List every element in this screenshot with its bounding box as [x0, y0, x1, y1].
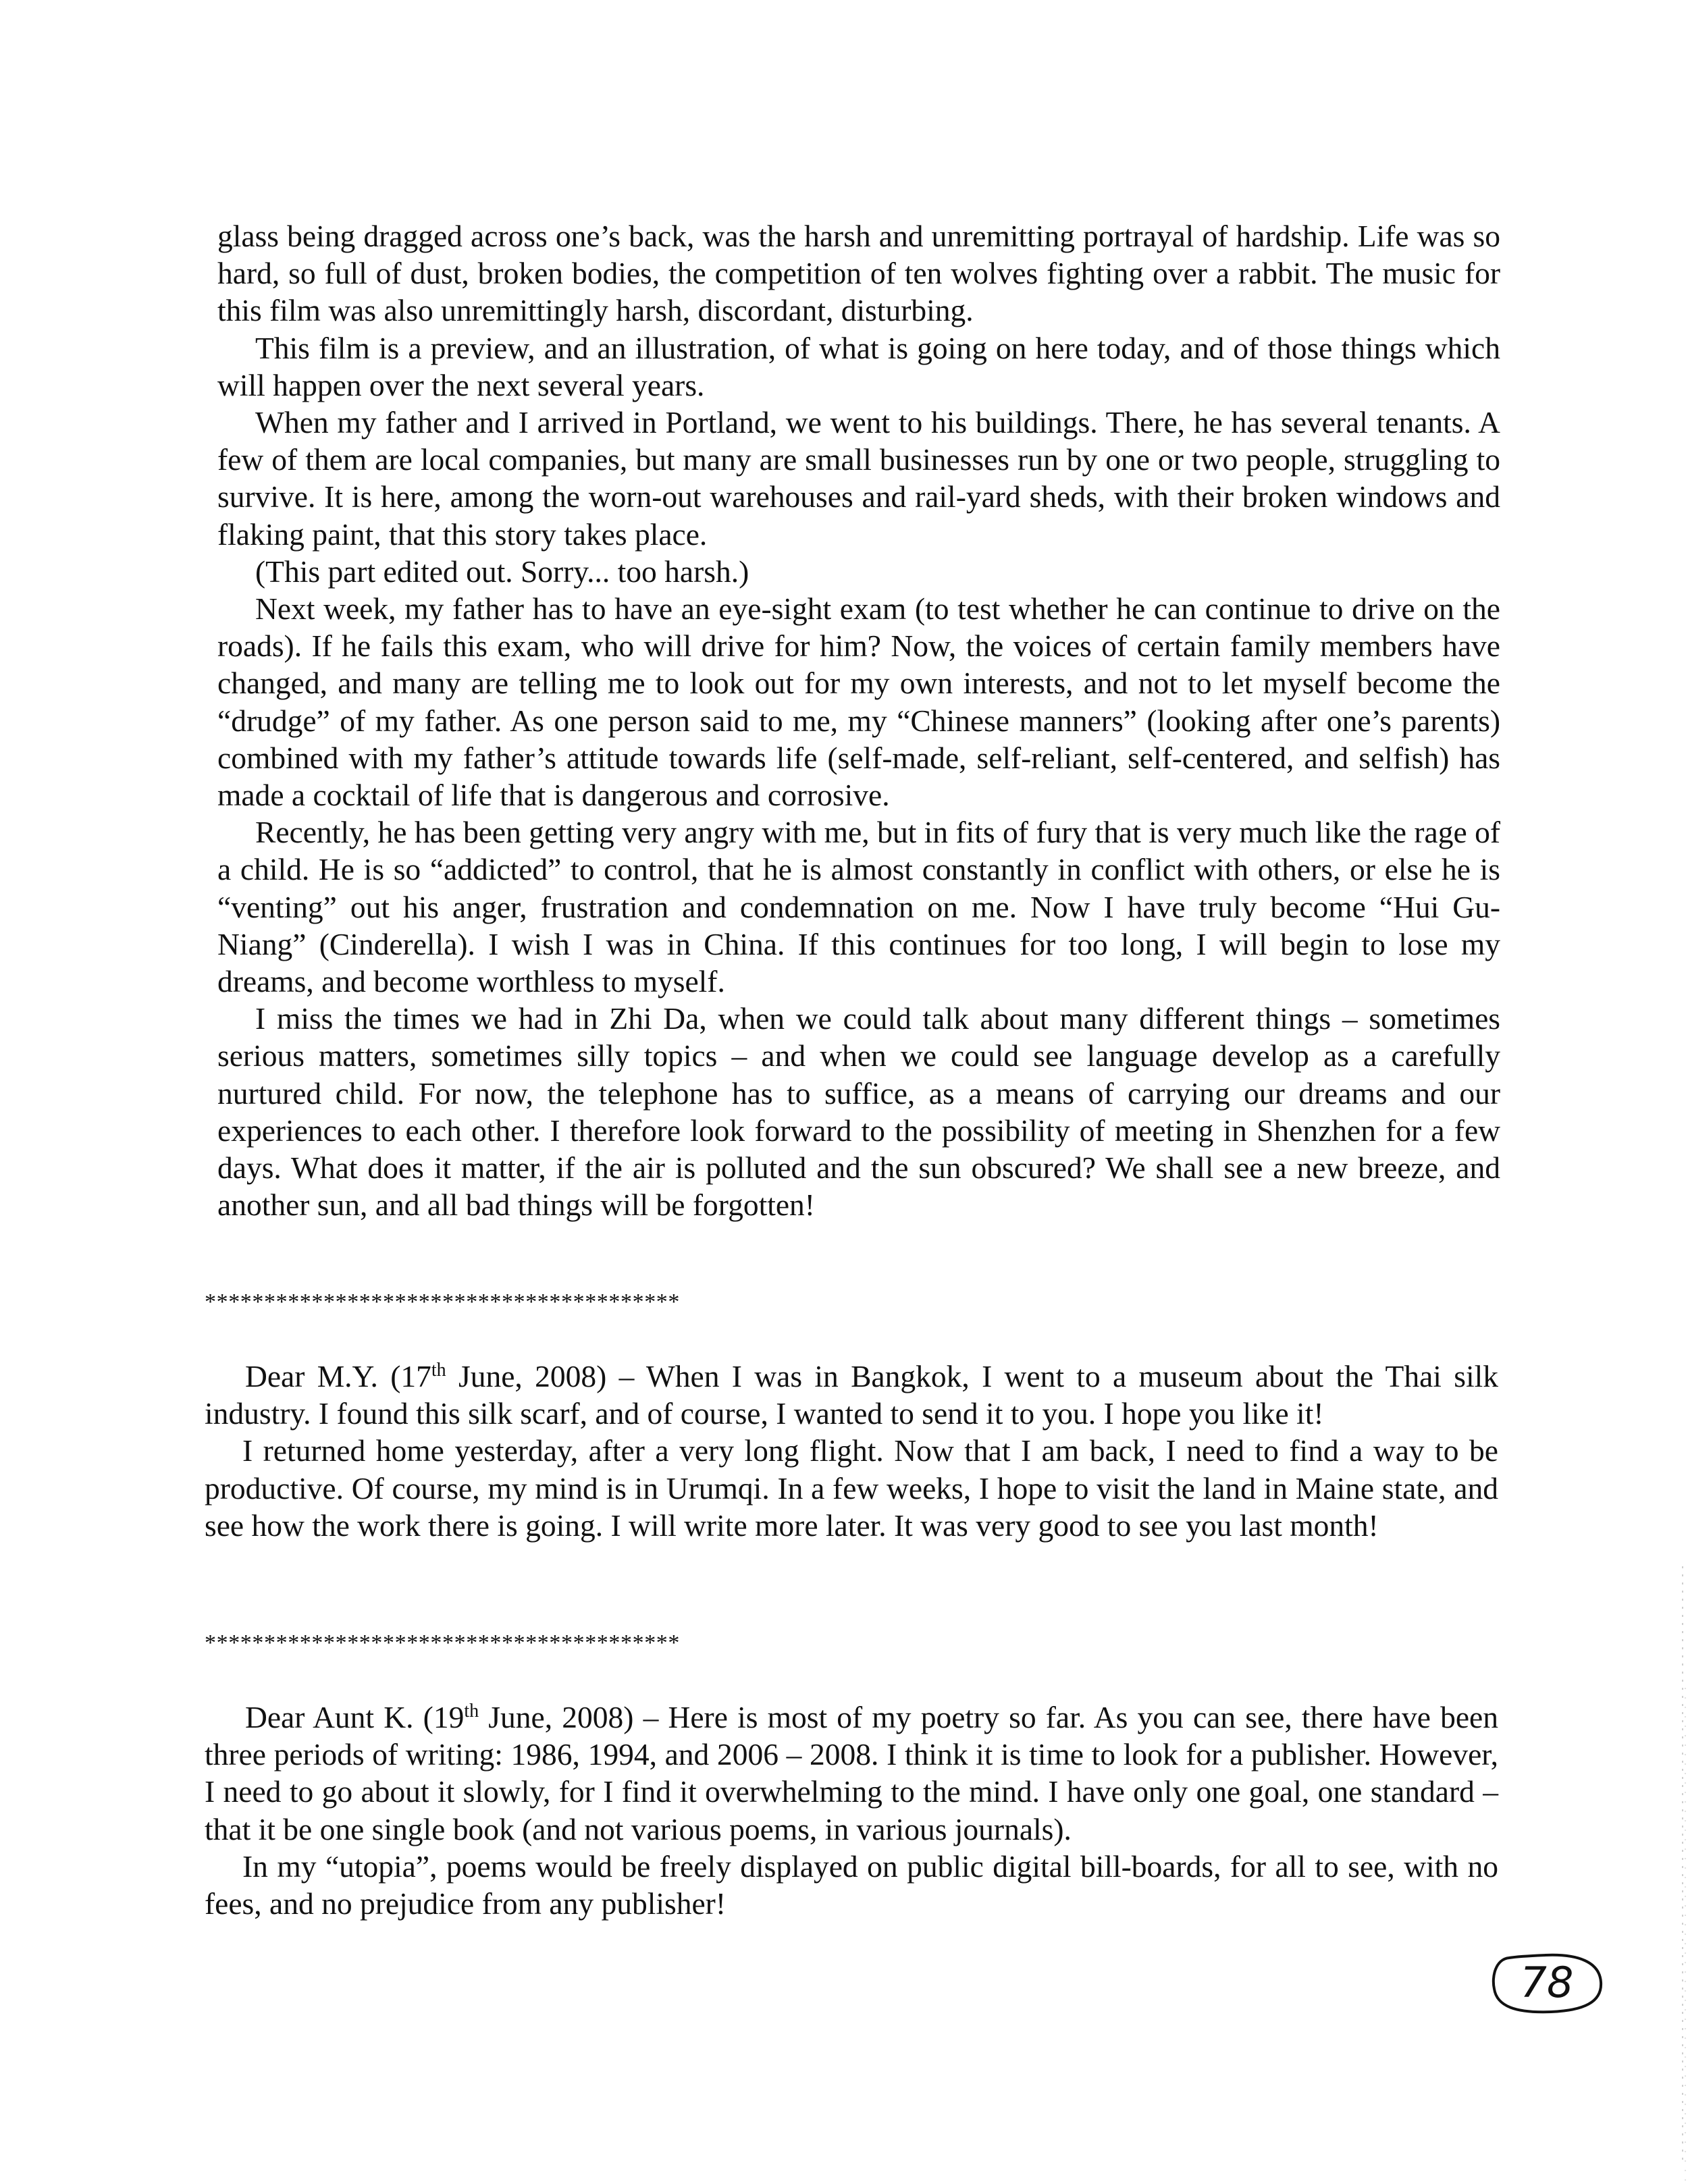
- paragraph: I returned home yesterday, after a very long flight. Now that I am back, I need to find a way to be productive. Of course, my mind is in Urumqi. In a few weeks, I hope to visit the land in Maine state, and see how the work there is going. I will write more later. It was very good to see you last month!: [205, 1433, 1498, 1543]
- handwritten-page-number: [1489, 1950, 1605, 2017]
- salutation-text: Dear M.Y. (17: [245, 1359, 431, 1393]
- salutation-continuation: June, 2008) – Here is most of my poetry so far. As you can see, there have been three periods of writing: 1986, 1994, and 2006 – 2008. I think it is time to look for a publisher. However, I need to go about it slowly, for I find it overwhelming to the mind. I have only one goal, one standard – that it be one single book (and not various poems, in various journals).: [205, 1700, 1498, 1846]
- section-separator: ****************************************: [205, 1289, 680, 1314]
- salutation-text: Dear Aunt K. (19: [245, 1700, 465, 1734]
- date-ordinal-suffix: th: [431, 1360, 446, 1381]
- page-number-text: 78: [1520, 1958, 1574, 2007]
- paragraph: Next week, my father has to have an eye-sight exam (to test whether he can continue to drive on the roads). If he fails this exam, who will drive for him? Now, the voices of certain family members have changed, and many are telling me to look out for my own interests, and not to let myself become the “drudge” of my father. As one person said to me, my “Chinese manners” (looking after one’s parents) combined with my father’s attitude towards life (self-made, self-reliant, self-centered, and selfish) has made a cocktail of life that is dangerous and corrosive.: [217, 591, 1500, 813]
- scan-edge-marks: [1668, 0, 1688, 2184]
- section-separator: ****************************************: [205, 1630, 680, 1655]
- date-ordinal-suffix: th: [464, 1701, 479, 1722]
- body-text: [217, 217, 1500, 1223]
- letter-to-my: [205, 1358, 1498, 1544]
- letter-salutation-paragraph: [205, 1699, 1498, 1848]
- salutation-continuation: June, 2008) – When I was in Bangkok, I went to a museum about the Thai silk industry. I found this silk scarf, and of course, I wanted to send it to you. I hope you like it!: [205, 1359, 1498, 1431]
- paragraph: When my father and I arrived in Portland, we went to his buildings. There, he has several tenants. A few of them are local companies, but many are small businesses run by one or two people, struggling to survive. It is here, among the worn-out warehouses and rail-yard sheds, with their broken windows and flaking paint, that this story takes place.: [217, 405, 1500, 552]
- paragraph: This film is a preview, and an illustration, of what is going on here today, and of those things which will happen over the next several years.: [217, 330, 1500, 402]
- paragraph-edited-note: (This part edited out. Sorry... too harsh.): [255, 554, 749, 589]
- letter-salutation-paragraph: [205, 1358, 1498, 1432]
- paragraph: In my “utopia”, poems would be freely displayed on public digital bill-boards, for all to see, with no fees, and no prejudice from any publisher!: [205, 1848, 1498, 1921]
- paragraph-continued: glass being dragged across one’s back, was the harsh and unremitting portrayal of hardship. Life was so hard, so full of dust, broken bodies, the competition of ten wolves fighting over a rabbit. The music for this film was also unremittingly harsh, discordant, disturbing.: [217, 219, 1500, 328]
- letter-to-aunt-k: [205, 1699, 1498, 1922]
- paragraph: I miss the times we had in Zhi Da, when we could talk about many different things – sometimes serious matters, sometimes silly topics – and when we could see language develop as a carefully nurtured child. For now, the telephone has to suffice, as a means of carrying our dreams and our experiences to each other. I therefore look forward to the possibility of meeting in Shenzhen for a few days. What does it matter, if the air is polluted and the sun obscured? We shall see a new breeze, and another sun, and all bad things will be forgotten!: [217, 1001, 1500, 1223]
- paragraph: Recently, he has been getting very angry with me, but in fits of fury that is very much like the rage of a child. He is so “addicted” to control, that he is almost constantly in conflict with others, or else he is “venting” out his anger, frustration and condemnation on me. Now I have truly become “Hui Gu-Niang” (Cinderella). I wish I was in China. If this continues for too long, I will begin to lose my dreams, and become worthless to myself.: [217, 815, 1500, 999]
- page-number-circle-icon: [1489, 1950, 1605, 2017]
